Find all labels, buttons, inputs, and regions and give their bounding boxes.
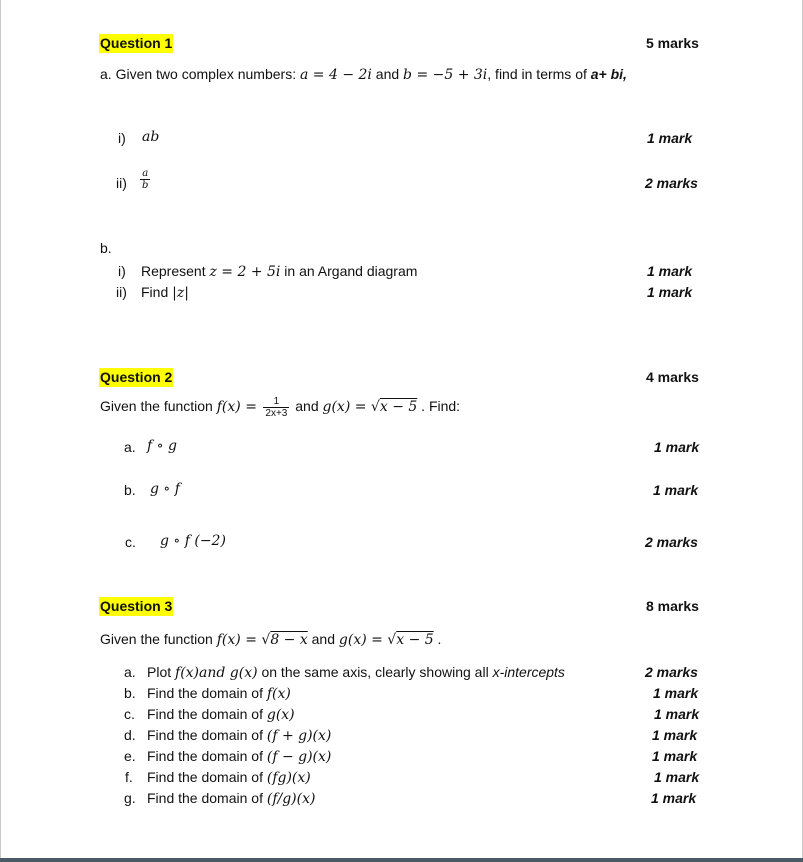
q3d-marks: 1 mark (652, 727, 698, 743)
q3a-post: on the same axis, clearly showing all (257, 664, 493, 680)
q1a-ii-fraction (138, 168, 152, 191)
q1a-i-label: i) (118, 130, 126, 146)
q2-given-text (100, 396, 460, 419)
q3a-label: a. (124, 664, 136, 680)
q3f-text (147, 769, 311, 787)
q1a-ii-num: a (140, 168, 150, 180)
q3-given-and: and (307, 631, 339, 647)
q1a-i-marks: 1 mark (647, 130, 693, 146)
q3e-label: e. (124, 748, 136, 764)
q2-g-radicand: x − 5 (379, 399, 418, 416)
question-1-title: Question 1 (100, 35, 173, 51)
q2a-marks: 1 mark (654, 439, 700, 455)
q2a-expr: f ∘ g (147, 438, 177, 454)
q3c-marks: 1 mark (654, 706, 700, 722)
q3b-math: f(x) (266, 686, 291, 702)
q3-g-radicand: x − 5 (396, 632, 434, 648)
q1a-ii-label: ii) (116, 175, 127, 191)
q3e-marks: 1 mark (652, 748, 698, 764)
q2-f-num: 1 (263, 396, 289, 408)
q1a-i-expr: ab (142, 129, 160, 145)
q3e-math: (f − g)(x) (266, 749, 332, 765)
q3f-marks: 1 mark (654, 769, 700, 785)
q3e-pre: Find the domain of (147, 748, 267, 764)
q3d-math: (f + g)(x) (266, 728, 332, 744)
q2a-label: a. (124, 439, 136, 455)
question-2-marks: 4 marks (646, 369, 699, 385)
q3b-label: b. (124, 685, 136, 701)
q3-given-post: . (433, 631, 442, 647)
q1b-ii-marks: 1 mark (647, 284, 693, 300)
q3a-post-italic: x-intercepts (492, 664, 565, 680)
q3c-text (147, 706, 295, 724)
q1a-math-a: a = 4 − 2i (299, 67, 372, 83)
q1b-ii-pre: Find (141, 284, 173, 300)
q2-given-and: and (291, 398, 323, 415)
q3b-pre: Find the domain of (147, 685, 267, 701)
q1b-ii-text (141, 284, 189, 302)
q2-given-pre: Given the function (100, 398, 217, 415)
q3g-text (147, 790, 315, 808)
q2-f-lhs: f(x) = (216, 399, 262, 416)
q3f-math: (fg)(x) (266, 770, 311, 786)
q2b-marks: 1 mark (653, 482, 699, 498)
q1a-pre: a. Given two complex numbers: (100, 66, 300, 82)
q1b-i-text (141, 263, 417, 281)
q3b-marks: 1 mark (653, 685, 699, 701)
q1a-post: , find in terms of (487, 66, 591, 82)
q1b-i-post: in an Argand diagram (280, 263, 418, 279)
q3g-pre: Find the domain of (147, 790, 267, 806)
q3g-math: (f/g)(x) (266, 791, 316, 807)
q3a-marks: 2 marks (645, 664, 698, 680)
q3c-label: c. (124, 706, 135, 722)
q3c-pre: Find the domain of (147, 706, 267, 722)
q1a-and: and (371, 66, 404, 82)
q1b-ii-label: ii) (116, 284, 127, 300)
q3-given-text (100, 631, 441, 649)
q2b-label: b. (124, 482, 136, 498)
q1a-ii-den: b (142, 180, 149, 191)
q3-f-radicand: 8 − x (270, 632, 308, 648)
q3-f-lhs: f(x) = √ (216, 632, 271, 648)
q3b-text (147, 685, 291, 703)
q3e-text (147, 748, 331, 766)
q1a-form: a+ bi, (590, 66, 627, 82)
q3d-label: d. (124, 727, 136, 743)
question-1-marks: 5 marks (646, 35, 699, 51)
q3d-text (147, 727, 331, 745)
question-3-marks: 8 marks (646, 598, 699, 614)
q3f-label: f. (125, 769, 133, 785)
question-3-title: Question 3 (100, 598, 173, 614)
q1b-i-label: i) (118, 263, 126, 279)
q1b-label: b. (100, 240, 112, 256)
page-bottom-bar (0, 858, 803, 862)
q2c-label: c. (125, 534, 136, 550)
q3g-label: g. (124, 790, 136, 806)
q3a-text (147, 664, 565, 682)
q2c-marks: 2 marks (645, 534, 698, 550)
page-border-left (0, 0, 1, 862)
q1b-i-math: z = 2 + 5i (209, 264, 281, 280)
q3d-pre: Find the domain of (147, 727, 267, 743)
q3a-math: f(x)and g(x) (175, 665, 258, 681)
question-2-title: Question 2 (100, 369, 173, 385)
q1b-ii-math: |z| (172, 285, 189, 301)
q2-g-lhs: g(x) = √ (322, 399, 380, 416)
q2-f-den: 2x+3 (265, 408, 288, 419)
q3f-pre: Find the domain of (147, 769, 267, 785)
q3-given-pre: Given the function (100, 631, 217, 647)
q1a-math-b: b = −5 + 3i (403, 67, 488, 83)
q3-g-lhs: g(x) = √ (338, 632, 397, 648)
q3c-math: g(x) (266, 707, 295, 723)
q3g-marks: 1 mark (651, 790, 697, 806)
q2-given-post: . Find: (417, 398, 461, 415)
q1a-ii-marks: 2 marks (645, 175, 698, 191)
q1a-text (100, 66, 627, 84)
q1b-i-marks: 1 mark (647, 263, 693, 279)
q2c-expr: g ∘ f (−2) (160, 533, 226, 549)
q1b-i-pre: Represent (141, 263, 210, 279)
q2b-expr: g ∘ f (150, 481, 180, 497)
q3a-pre: Plot (147, 664, 176, 680)
